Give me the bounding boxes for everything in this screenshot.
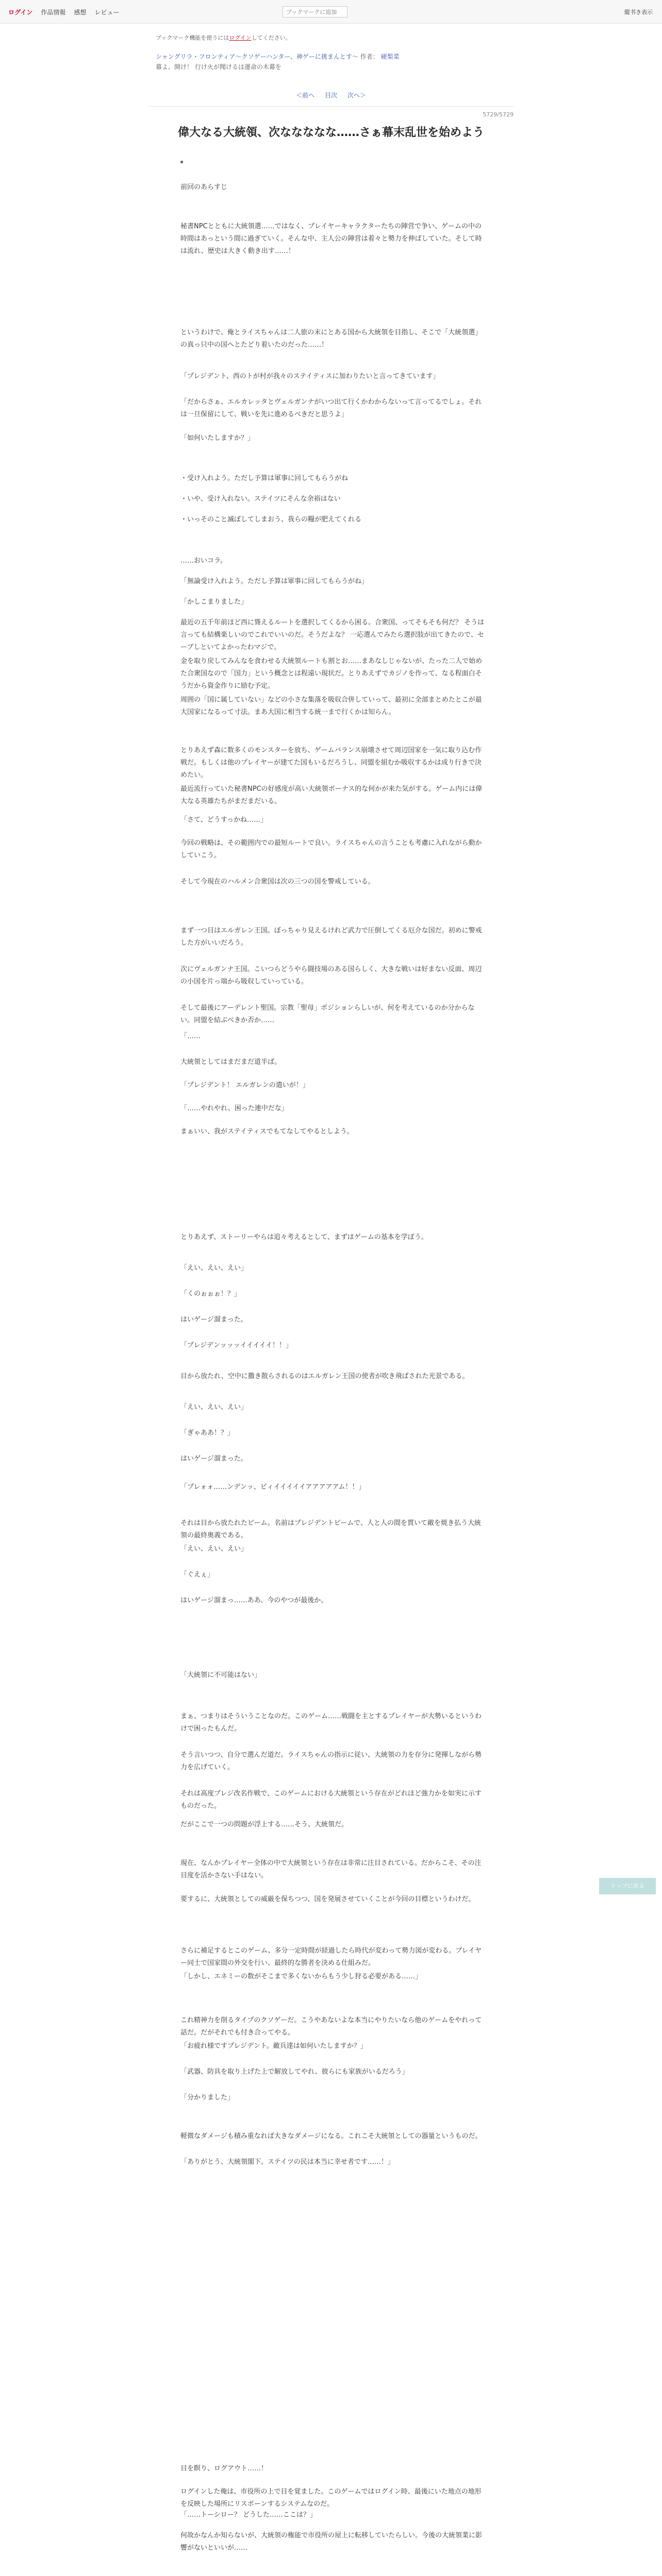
story-paragraph: とりあえず、ストーリーやらは追々考えるとして、まずはゲームの基本を学ぼう。	[180, 1233, 428, 1241]
story-paragraph: はいゲージ溜まっ……ああ、今のやつが最後か。	[180, 1597, 328, 1604]
story-paragraph: 目から放たれ、空中に撒き散らされるのはエルガレン王国の使者が吹き飛ばされた光景である。	[180, 1372, 469, 1380]
toc-link[interactable]: 目次	[324, 92, 337, 99]
story-paragraph: 次にヴェルガンナ王国。こいつらどうやら闘技場のある国らしく、大きな戦いは好まない反面、周辺の小国を片っ端から吸収していっている。	[180, 965, 482, 986]
story-paragraph: 「……やれやれ、困った連中だな」	[180, 1105, 288, 1112]
story-paragraph: 現在、なんかプレイヤー全体の中で大統領という存在は非常に注目されている。だからこそ、その注目度を活かさない手はない。	[180, 1859, 482, 1879]
story-paragraph: 「武器、防具を取り上げた上で解放してやれ、彼らにも家族がいるだろう」	[180, 2068, 409, 2076]
next-episode-link[interactable]: 次へ＞	[347, 92, 366, 99]
story-paragraph: 「……	[180, 1032, 201, 1040]
prev-episode-link[interactable]: ＜前へ	[296, 92, 315, 99]
story-paragraph: そして今現在のハルメン合衆国は次の三つの国を警戒している。	[180, 878, 375, 886]
story-paragraph: それは目から放たれたビーム。名前はプレジデントビームで、人と人の間を貫いて敵を焼き払う大統領の最終奥義である。	[180, 1519, 481, 1539]
story-paragraph: それは高度プレジ改名作戦で、このゲームにおける大統領という存在がどれほど強力かを如実に示すものだった。	[180, 1790, 482, 1810]
story-paragraph: というわけで、俺とライスちゃんは二人旅の末にとある国から大統領を目指し、そこで「大統領選」の真っ只中の国へとたどり着いたのだった……！	[180, 329, 482, 349]
story-paragraph: ・いっそのこと滅ぼしてしまおう、我らの糧が肥えてくれる	[180, 516, 362, 523]
story-paragraph: ・いや、受け入れない。ステイツにそんな余裕はない	[180, 495, 341, 503]
story-paragraph: 「プレジデント、西のトが村が我々のステイティスに加わりたいと言ってきています」	[180, 372, 440, 380]
episode-title: 偉大なる大統領、次ななななな……さぁ幕末乱世を始めよう	[177, 126, 484, 139]
vertical-view-link[interactable]: 縦书き表示	[624, 9, 653, 15]
story-paragraph: 最近の五千年前ほど西に聳えるルートを選択してくるから困る。合衆国、ってそもそも何だ？ そうは言っても結構楽しいのでこれでいいのだ。そうだよな？ 一応選んでみたら選択肢が出てきたので、セーブしといてよかったわマジで。	[180, 619, 485, 651]
story-paragraph: 「如何いたしますか？」	[180, 434, 255, 442]
story-paragraph: 「えい、えい、えい」	[180, 1545, 248, 1553]
story-paragraph: 「しかし、エネミーの数がそこまで多くないからもう少し狩る必要がある……」	[180, 1973, 422, 1980]
story-paragraph: 目を瞑り、ログアウト……！	[180, 2465, 268, 2472]
header-nav	[8, 7, 127, 17]
story-paragraph: 「ぎゃああ！？」	[180, 1429, 235, 1437]
story-paragraph: これ精神力を削るタイプのクソゲーだ。こうやあないよな本当にやりたいなら他のゲームをやれって話だ。だがそれでも付き合ってやる。	[180, 2016, 482, 2037]
story-paragraph: まぁ、つまりはそういうことなのだ。このゲーム……戦闘を主とするプレイヤーが大勢いるというわけで困ったもんだ。	[180, 1713, 482, 1733]
story-paragraph: 「お疲れ様ですプレジデント。敵兵達は如何いたしますか？」	[180, 2042, 367, 2050]
author-link[interactable]: 硬梨菜	[380, 53, 400, 60]
story-paragraph: 軽微なダメージも積み重なれば大きなダメージになる。これこそ大統領としての器量というものだ。	[180, 2132, 482, 2140]
nav-reviews[interactable]: レビュー	[94, 8, 120, 16]
story-paragraph: はいゲージ溜まった。	[180, 1316, 247, 1324]
login-link[interactable]: ログイン	[8, 8, 33, 16]
story-paragraph: 「かしこまりました」	[180, 598, 248, 606]
story-paragraph: まず一つ目はエルガレン王国。ぼっちゃり見えるけれど武力で圧倒してくる厄介な国だ。初めに警戒した方がいいだろう。	[180, 927, 482, 947]
story-paragraph: 「プレォォ……ンデンッ、ビィイイイイイアアアアアム！！」	[180, 1483, 366, 1491]
story-paragraph: 今回の戦略は、その範囲内での最短ルートで良い。ライスちゃんの言うことも考慮に入れながら動かしていこう。	[180, 839, 482, 859]
story-paragraph: 「くのぉぉぉ！？」	[180, 1290, 241, 1298]
story-paragraph: 「無論受け入れよう。ただし予算は軍事に回してもらうがね」	[180, 578, 369, 585]
story-paragraph: 「ありがとう、大統領閣下。ステイツの民は本当に幸せ者です……！」	[180, 2158, 394, 2166]
story-paragraph: 「プレジデンッッッイイイイイ！！」	[180, 1342, 293, 1349]
top-pager	[0, 91, 662, 99]
chapter-subtitle: 幕よ、開け！ 行け火が聞けるは運命の木幕を	[156, 63, 282, 71]
story-paragraph: まぁいい、我がステイティスでもてなしてやるとしよう。	[180, 1128, 354, 1136]
story-paragraph: 何故かなんか知らないが、大統領の権能で市役所の屋上に転移していたらしい。今後の大統領業に影響がないといいが……	[180, 2532, 483, 2552]
story-paragraph: ログインした俺は、市役所の上で目を覚ました。このゲームではログイン時、最後にいた地点の地形を反映した場所にリスポーンするシステムなのだ。	[180, 2488, 482, 2508]
story-paragraph: 「分かりました」	[180, 2094, 235, 2102]
story-paragraph: さらに補足するとこのゲーム、多分一定時間が経過したら時代が変わって勢力図が変わる。プレイヤー同士で国家間の外交を行い、最終的な勝者を決める仕組みだ。	[180, 1947, 482, 1967]
story-paragraph: 「プレジデント！ エルガレンの遣いが！」	[180, 1081, 309, 1089]
story-paragraph: そう言いつつ、自分で選んだ道だ。ライスちゃんの指示に従い、大統領の力を存分に発揮しながら勢力を広げていく。	[180, 1751, 482, 1771]
story-paragraph: 「さて、どうすっかね……」	[180, 816, 267, 824]
story-paragraph: ……おいコラ。	[180, 557, 227, 565]
story-paragraph: そして最後にアーデレント聖国。宗教「聖母」ポジションらしいが、何を考えているのか分からない。同盟を結ぶべきか否か……	[180, 1004, 475, 1024]
story-paragraph: ・受け入れよう。ただし予算は軍事に回してもらうがね	[180, 474, 349, 482]
story-paragraph: 大統領としてはまだまだ道半ば。	[180, 1058, 282, 1066]
story-paragraph: 前回のあらすじ	[180, 183, 228, 191]
story-paragraph: 「えい、えい、えい」	[180, 1264, 248, 1272]
divider	[148, 106, 514, 107]
story-paragraph: 「えい、えい、えい」	[180, 1403, 248, 1411]
story-paragraph: 「大統領に不可能はない」	[180, 1671, 261, 1679]
story-paragraph: 最近流行っていた秘書NPCの好感度が高い大統領ボーナス的な何かが来た気がする。ゲーム内には偉大なる英雄たちがまだまだいる。	[180, 785, 483, 805]
bookmark-notice: ブックマーク機能を使うにはログインしてください。	[156, 35, 291, 41]
story-paragraph: だがここで一つの問題が浮上する……そう、大統領だ。	[180, 1821, 349, 1828]
series-title-link[interactable]: シャングリラ・フロンティア〜クソゲーハンター、神ゲーに挑まんとす〜	[156, 53, 358, 60]
nav-work-info[interactable]: 作品情報	[41, 8, 66, 16]
story-paragraph: 要するに、大統領としての威厳を保ちつつ、国を発展させていくことが今回の目標というわけだ。	[180, 1895, 475, 1903]
back-to-top-button[interactable]: トップに戻る	[599, 1878, 656, 1894]
bullet-dot	[180, 161, 183, 163]
bookmark-add-button[interactable]	[283, 6, 347, 18]
story-paragraph: 周囲の「国に属していない」などの小さな集落を吸収合併していって、最初に全部まとめたとこが最大国家になるって寸法。まあ大国に相当する統一まで行くかは知らん。	[180, 696, 482, 716]
notice-login-link[interactable]: ログイン	[229, 35, 252, 41]
story-paragraph: 「ぐえぇ」	[180, 1571, 214, 1579]
story-paragraph: 「だからさぁ、エルカレッタとヴェルガンナがいつ出て行くかわからないって言ってるでしょ。それは一旦保留にして、戦いを先に進めるべきだと思うよ」	[180, 398, 482, 418]
story-paragraph: とりあえず森に数多くのモンスターを放ち、ゲームバランス崩壊させて周辺国家を一気に取り込む作戦だ。もしくは他のプレイヤーが建てた国もいるだろうし、同盟を組むか吸収するかは成り行きで決めたい。	[180, 747, 482, 779]
breadcrumb: シャングリラ・フロンティア〜クソゲーハンター、神ゲーに挑まんとす〜 作者： 硬梨菜	[156, 53, 400, 60]
story-paragraph: 金を取り戻してみんなを食わせる大統領ルートも割とお……まあなしじゃないが、たった二人で始めた合衆国なので「国力」という概念とは程遠い現状だ。とりあえずでカジノを作って、なる程面白そうだから資金作りに励む予定。	[180, 657, 483, 690]
story-paragraph: 「……トーシロー？ どうした……ここは？」	[180, 2511, 317, 2519]
story-paragraph: 秘書NPCとともに大統領選……ではなく、プレイヤーキャラクターたちの陣営で争い、ゲームの中の時間はあっという間に過ぎていく。そんな中、主人公の陣営は着々と勢力を伸ばしていた。そして時は流れ、歴史は大きく動き出す……！	[180, 223, 482, 255]
story-paragraph: はいゲージ溜まった。	[180, 1455, 247, 1463]
site-header	[0, 0, 662, 24]
nav-impressions[interactable]: 感想	[74, 8, 87, 16]
episode-number: 5729/5729	[483, 111, 514, 118]
